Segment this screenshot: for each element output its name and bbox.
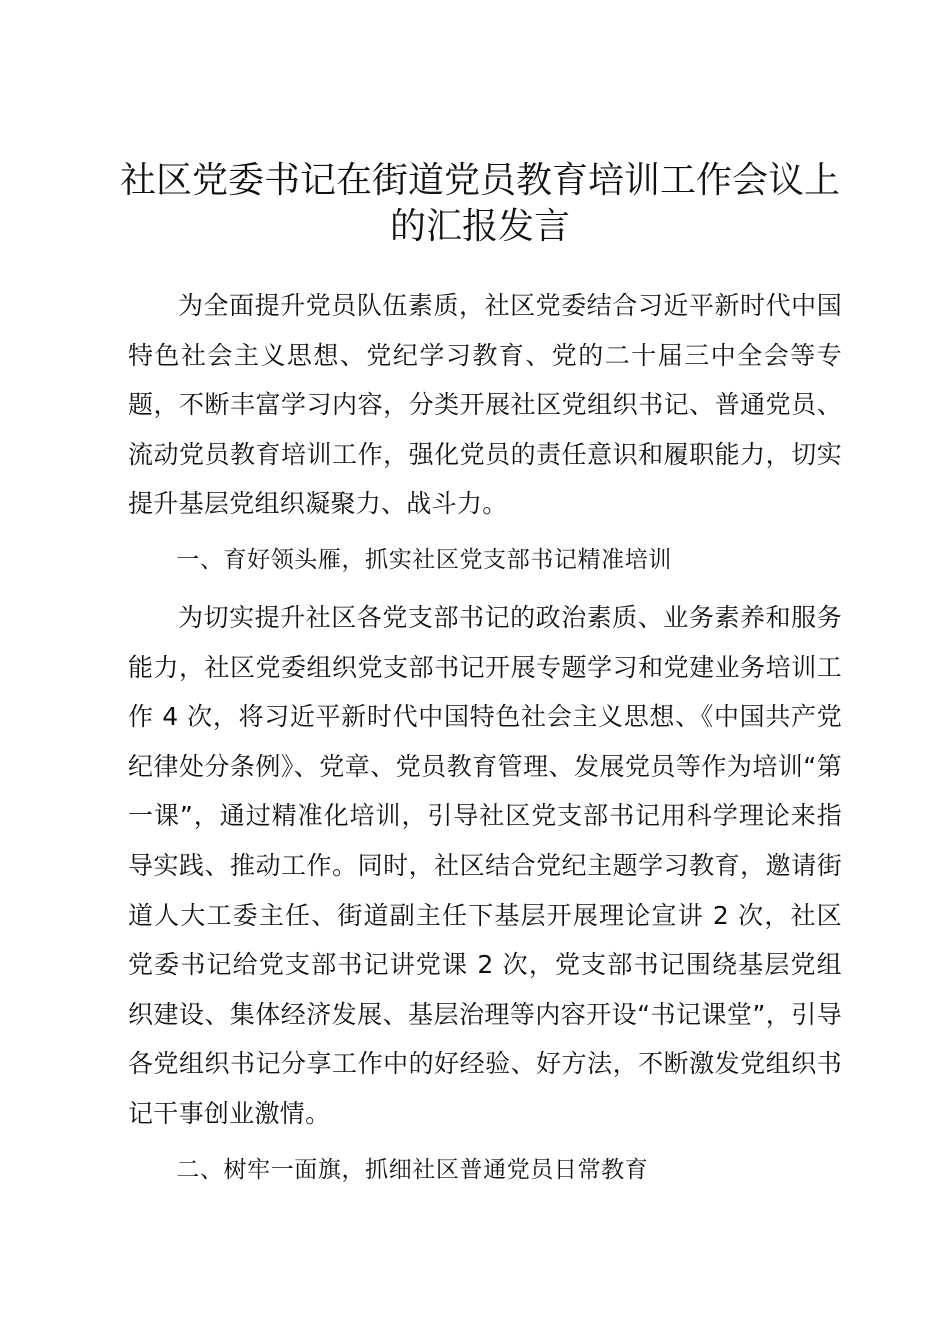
section-heading-2: 二、树牢一面旗，抓细社区普通党员日常教育 — [176, 1156, 649, 1183]
section-heading-1: 一、育好领头雁，抓实社区党支部书记精准培训 — [176, 546, 672, 573]
document-body — [128, 281, 842, 1203]
intro-paragraph: 为全面提升党员队伍素质，社区党委结合习近平新时代中国特色社会主义思想、党纪学习教育、党的二十届三中全会等专题，不断丰富学习内容，分类开展社区党组织书记、普通党员、流动党员教育培训工作，强化党员的责任意识和履职能力，切实提升基层党组织凝聚力、战斗力。 — [128, 291, 842, 519]
section-1-paragraph: 为切实提升社区各党支部书记的政治素质、业务素养和服务能力，社区党委组织党支部书记开展专题学习和党建业务培训工作 4 次，将习近平新时代中国特色社会主义思想、《中国共产党纪律处分条例》、党章、党员教育管理、发展党员等作为培训“第一课”，通过精准化培训，引导社区党支部书记用科学理论来指导实践、推动工作。同时，社区结合党纪主题学习教育，邀请街道人大工委主任、街道副主任下基层开展理论宣讲 2 次，社区党委书记给党支部书记讲党课 2 次，党支部书记围绕基层党组织建设、集体经济发展、基层治理等内容开设“书记课堂”，引导各党组织书记分享工作中的好经验、好方法，不断激发党组织书记干事创业激情。 — [128, 602, 842, 1128]
document-title: 社区党委书记在街道党员教育培训工作会议上的汇报发言 — [120, 160, 841, 247]
